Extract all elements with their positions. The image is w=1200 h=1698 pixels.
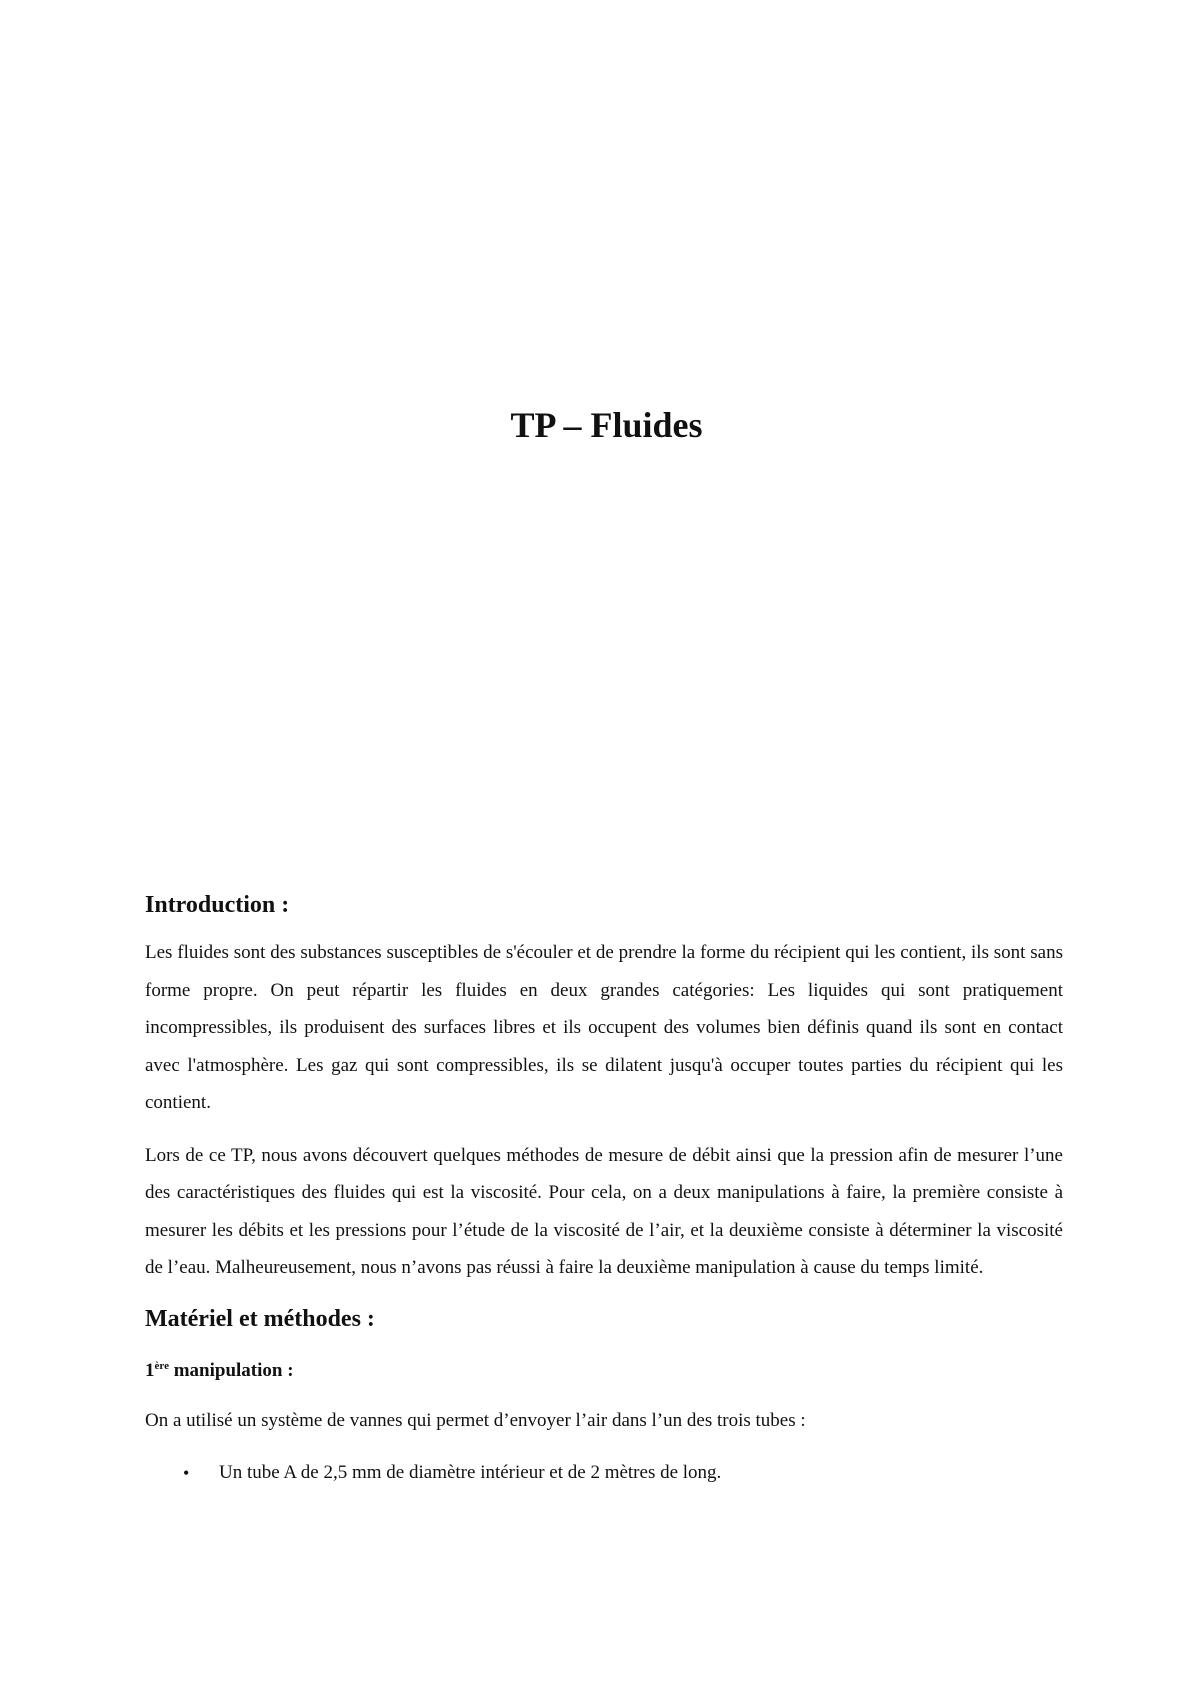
- document-title: TP – Fluides: [510, 405, 703, 445]
- sub-heading-label: manipulation :: [168, 1359, 294, 1381]
- introduction-heading: Introduction :: [145, 892, 290, 918]
- document-body: [145, 888, 1063, 1489]
- bullet-dot-icon: •: [183, 1462, 190, 1483]
- introduction-paragraph-2: Lors de ce TP, nous avons découvert quelques méthodes de mesure de débit ainsi que la pression afin de mesurer l’une des caractéristiques des fluides qui est la viscosité. Pour cela, on a deux manipulations à faire, la première consiste à mesurer les débits et les pressions pour l’étude de la viscosité de l’air, et la deuxième consiste à déterminer la viscosité de l’eau. Malheureusement, nous n’avons pas réussi à faire la deuxième manipulation à cause du temps limité.: [145, 1144, 1063, 1278]
- first-manipulation-heading: [145, 1350, 1063, 1387]
- list-item: [145, 1457, 1063, 1489]
- tube-list: [145, 1457, 1063, 1489]
- sub-heading-number: 1: [145, 1359, 155, 1381]
- materiel-heading: Matériel et méthodes :: [145, 1305, 375, 1332]
- list-item-text: Un tube A de 2,5 mm de diamètre intérieur et de 2 mètres de long.: [219, 1461, 722, 1483]
- introduction-paragraph-1: Les fluides sont des substances susceptibles de s'écouler et de prendre la forme du récipient qui les contient, ils sont sans forme propre. On peut répartir les fluides en deux grandes catégories: Les liquides qui sont pratiquement incompressibles, ils produisent des surfaces libres et ils occupent des volumes bien définis quand ils sont en contact avec l'atmosphère. Les gaz qui sont compressibles, ils se dilatent jusqu'à occuper toutes parties du récipient qui les contient.: [145, 942, 1063, 1113]
- sub-heading-superscript: ère: [154, 1359, 169, 1372]
- materiel-paragraph: On a utilisé un système de vannes qui permet d’envoyer l’air dans l’un des trois tubes :: [145, 1409, 806, 1431]
